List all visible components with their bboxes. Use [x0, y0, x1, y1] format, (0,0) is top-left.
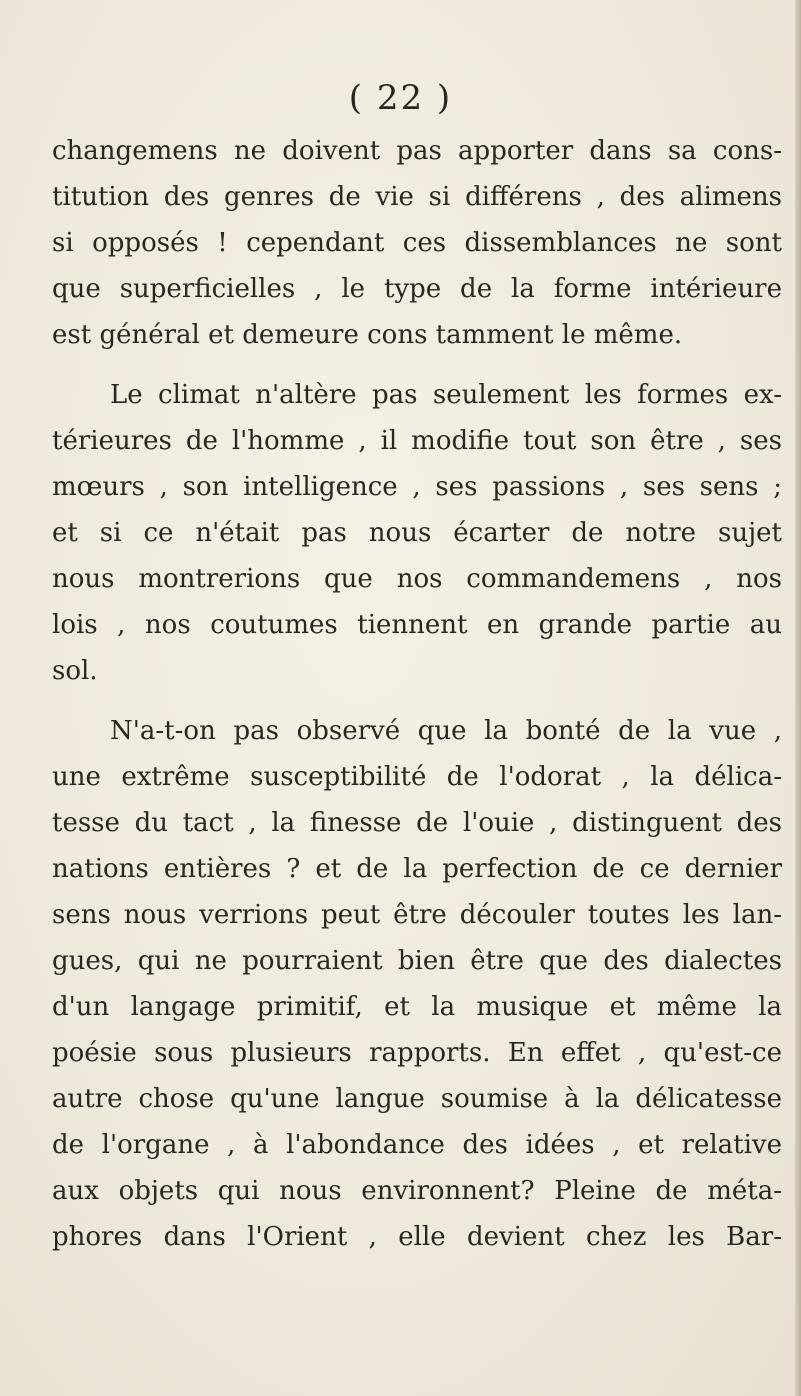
text-line: si opposés ! cependant ces dissemblances ne sont [52, 228, 782, 258]
text-line: titution des genres de vie si différens , des alimens [52, 182, 782, 212]
text-line: tesse du tact , la finesse de l'ouie , distinguent des [52, 808, 782, 838]
text-line: de l'organe , à l'abondance des idées , et relative [52, 1130, 782, 1160]
text-line: une extrême susceptibilité de l'odorat , la délica- [52, 762, 782, 792]
text-line: d'un langage primitif, et la musique et même la [52, 992, 782, 1022]
text-line: poésie sous plusieurs rapports. En effet , qu'est-ce [52, 1038, 782, 1068]
page-number: ( 22 ) [348, 78, 453, 118]
paragraph [52, 128, 782, 358]
text-line: autre chose qu'une langue soumise à la délicatesse [52, 1084, 782, 1114]
text-line: changemens ne doivent pas apporter dans sa cons- [52, 136, 782, 166]
text-line: est général et demeure cons tamment le même. [52, 320, 683, 350]
page-edge [795, 0, 801, 1396]
text-line: phores dans l'Orient , elle devient chez les Bar- [52, 1222, 782, 1252]
text-line: térieures de l'homme , il modifie tout son être , ses [52, 426, 782, 456]
text-line: nations entières ? et de la perfection de ce dernier [52, 854, 782, 884]
text-line: et si ce n'était pas nous écarter de notre sujet [52, 518, 782, 548]
text-line: mœurs , son intelligence , ses passions , ses sens ; [52, 472, 782, 502]
text-line: sol. [52, 656, 98, 686]
text-line: Le climat n'altère pas seulement les formes ex- [110, 380, 782, 410]
text-line: gues, qui ne pourraient bien être que des dialectes [52, 946, 782, 976]
paragraph [52, 708, 782, 1260]
paragraph [52, 372, 782, 694]
text-line: sens nous verrions peut être découler toutes les lan- [52, 900, 782, 930]
text-line: que superficielles , le type de la forme intérieure [52, 274, 782, 304]
text-line: nous montrerions que nos commandemens , nos [52, 564, 782, 594]
text-line: aux objets qui nous environnent? Pleine de méta- [52, 1176, 782, 1206]
text-line: N'a-t-on pas observé que la bonté de la vue , [110, 716, 782, 746]
text-line: lois , nos coutumes tiennent en grande partie au [52, 610, 782, 640]
page-text [52, 128, 782, 1260]
